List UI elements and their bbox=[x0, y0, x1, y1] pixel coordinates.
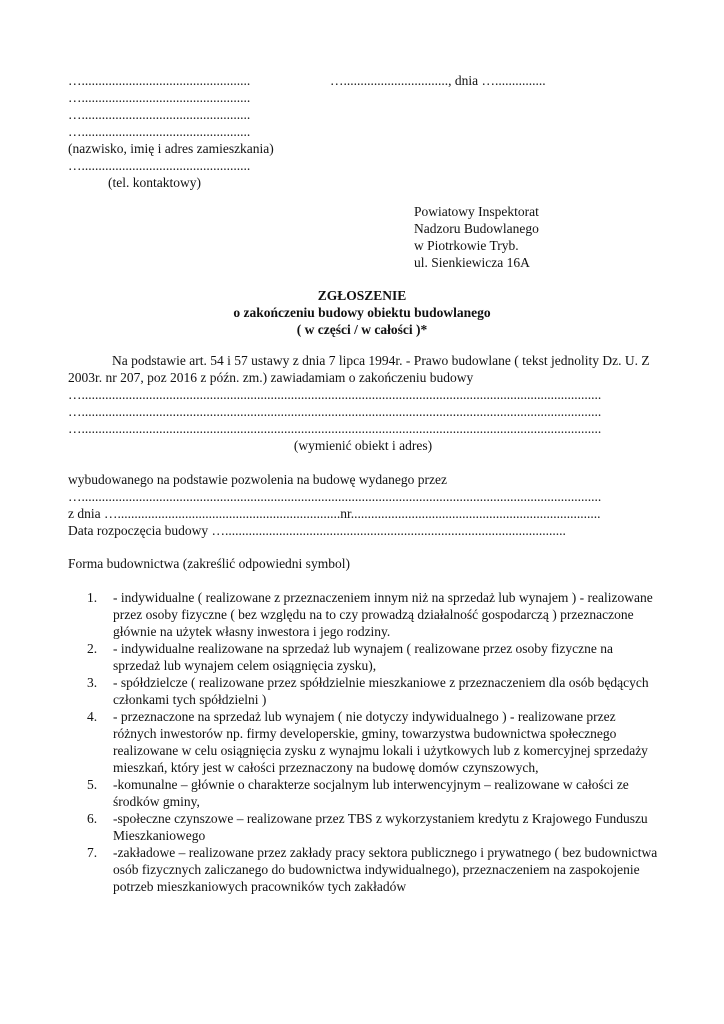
list-item-text: - przeznaczone na sprzedaż lub wynajem ( nie dotyczy indywidualnego ) - realizowane przez różnych inwestorów np. firmy developerskie, gminy, towarzystwa budownictwa społecznego realizowane w celu osiągnięcia zysku z wynajmu lokali i użytkowych lub z komercyjnej sprzedaży mieszkań, który jest w całości przeznaczony na budowę domów czynszowych, bbox=[113, 709, 648, 775]
list-item bbox=[68, 708, 658, 776]
addressee-line: w Piotrkowie Tryb. bbox=[414, 238, 519, 253]
applicant-caption: (nazwisko, imię i adres zamieszkania) bbox=[68, 141, 274, 156]
list-item-text: - indywidualne realizowane na sprzedaż lub wynajem ( realizowane przez osoby fizyczne na sprzedaż lub wynajem celem osiągnięcia zysku), bbox=[113, 641, 614, 673]
list-item-text: -zakładowe – realizowane przez zakłady pracy sektora publicznego i prywatnego ( bez budownictwa osób fizycznych zaliczanego do budownictwa indywidualnego), przeznaczeniem na zaspokojenie potrzeb mieszkaniowych pracowników tych zakładów bbox=[113, 845, 658, 894]
list-item-number: 2. bbox=[87, 641, 98, 656]
list-item bbox=[68, 589, 658, 640]
list-item bbox=[68, 844, 658, 895]
addressee-line: Nadzoru Budowlanego bbox=[414, 221, 539, 236]
addressee-block bbox=[414, 203, 539, 271]
intro-text: Na podstawie art. 54 i 57 ustawy z dnia 7 lipca 1994r. - Prawo budowlane ( tekst jednolity Dz. U. Z 2003r. nr 207, poz 2016 z późn. zm.) zawiadamiam o zakończeniu budowy bbox=[68, 353, 650, 385]
applicant-line-2: ….................................................. bbox=[68, 90, 251, 105]
permit-line: wybudowanego na podstawie pozwolenia na budowę wydanego przez bbox=[68, 472, 448, 487]
list-item bbox=[68, 776, 658, 810]
phone-line: ….................................................. bbox=[68, 158, 251, 173]
applicant-line-3: ….................................................. bbox=[68, 107, 251, 122]
title-line-3: ( w części / w całości )* bbox=[296, 322, 428, 337]
permit-date-number: z dnia …..................................................................nr.......................................................................... bbox=[68, 506, 601, 521]
permit-section bbox=[68, 471, 658, 539]
list-item-number: 1. bbox=[87, 590, 98, 605]
object-dots-1: ….......................................................................................................................................................... bbox=[68, 387, 602, 402]
phone-caption: (tel. kontaktowy) bbox=[108, 175, 201, 190]
list-item-text: - spółdzielcze ( realizowane przez spółdzielnie mieszkaniowe z przeznaczeniem dla osób będących członkami tych spółdzielni ) bbox=[113, 675, 649, 707]
object-dots-2: ….......................................................................................................................................................... bbox=[68, 404, 602, 419]
applicant-line-1: ….................................................. bbox=[68, 73, 251, 88]
addressee-line: Powiatowy Inspektorat bbox=[414, 204, 539, 219]
list-item bbox=[68, 640, 658, 674]
list-item-number: 7. bbox=[87, 845, 98, 860]
document-title bbox=[0, 287, 724, 338]
list-item-text: - indywidualne ( realizowane z przeznaczeniem innym niż na sprzedaż lub wynajem ) - realizowane przez osoby fizyczne ( bez względu na to czy prowadzą działalność gospodarczą ) przeznaczone głównie na użytek własny inwestora i jego rodziny. bbox=[113, 590, 653, 639]
addressee-line: ul. Sienkiewicza 16A bbox=[414, 255, 530, 270]
object-dots-3: ….......................................................................................................................................................... bbox=[68, 421, 602, 436]
construction-form-list bbox=[68, 589, 658, 895]
construction-form-heading: Forma budownictwa (zakreślić odpowiedni symbol) bbox=[68, 556, 350, 571]
list-item-number: 4. bbox=[87, 709, 98, 724]
list-item bbox=[68, 674, 658, 708]
list-item-number: 3. bbox=[87, 675, 98, 690]
place-date-line: …..............................., dnia …............... bbox=[330, 73, 546, 88]
list-item-text: -społeczne czynszowe – realizowane przez TBS z wykorzystaniem kredytu z Krajowego Funduszu Mieszkaniowego bbox=[113, 811, 648, 843]
intro-section bbox=[68, 352, 658, 454]
title-line-2: o zakończeniu budowy obiektu budowlanego bbox=[233, 305, 491, 320]
applicant-line-4: ….................................................. bbox=[68, 124, 251, 139]
title-line-1: ZGŁOSZENIE bbox=[317, 288, 407, 303]
list-item-number: 5. bbox=[87, 777, 98, 792]
list-item-number: 6. bbox=[87, 811, 98, 826]
applicant-block bbox=[68, 72, 274, 191]
list-item bbox=[68, 810, 658, 844]
construction-start-date: Data rozpoczęcia budowy …..................................................................................................... bbox=[68, 523, 566, 538]
permit-dots: ….......................................................................................................................................................... bbox=[68, 489, 602, 504]
list-item-text: -komunalne – głównie o charakterze socjalnym lub interwencyjnym – realizowane w całości ze środków gminy, bbox=[113, 777, 629, 809]
object-caption: (wymienić obiekt i adres) bbox=[293, 438, 433, 453]
